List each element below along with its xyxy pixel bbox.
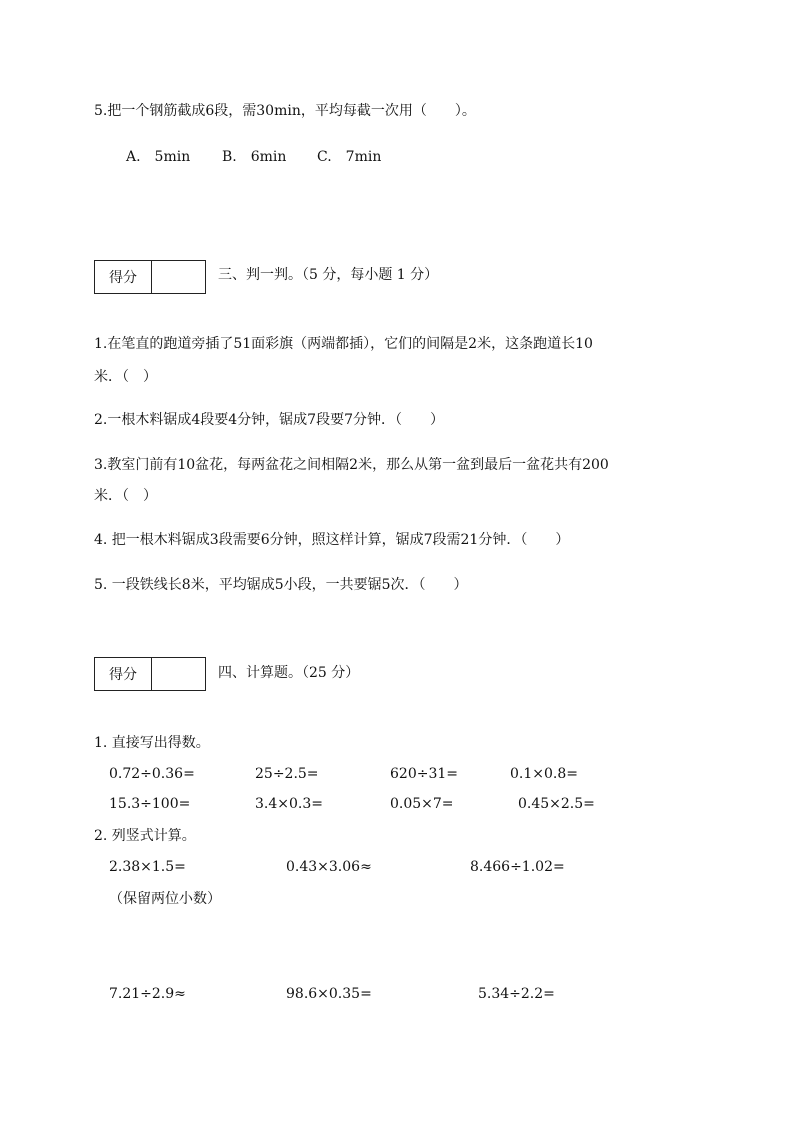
calc-item: 0.72÷0.36= [109,766,195,782]
judge-item-3-line-1: 3.教室门前有10盆花，每两盆花之间相隔2米，那么从第一盆到最后一盆花共有200 [94,457,609,473]
part-2-title: 2. 列竖式计算。 [94,828,196,844]
judge-item-4: 4. 把一根木料锯成3段需要6分钟，照这样计算，锯成7段需21分钟．（ ） [94,532,570,548]
score-label: 得分 [95,658,152,690]
column-calc-item: 0.43×3.06≈ [286,859,372,875]
part-1-title: 1. 直接写出得数。 [94,735,210,751]
judge-item-2: 2.一根木料锯成4段要4分钟，锯成7段要7分钟．（ ） [94,412,444,428]
score-blank[interactable] [152,261,205,293]
score-blank[interactable] [152,658,205,690]
calc-item: 15.3÷100= [109,796,191,812]
calc-item: 3.4×0.3= [255,796,323,812]
calc-item: 25÷2.5= [255,766,319,782]
column-calc-item: 5.34÷2.2= [478,986,555,1002]
question-5-option-b: B. 6min [222,149,287,165]
question-5-option-a: A. 5min [126,149,191,165]
score-box-section-4 [94,657,206,691]
rounding-note: （保留两位小数） [109,891,221,907]
section-3-title: 三、判一判。（5 分，每小题 1 分） [218,267,439,283]
question-5-option-c: C. 7min [317,149,382,165]
judge-item-1-line-2: 米．（ ） [94,369,157,385]
judge-item-1-line-1: 1.在笔直的跑道旁插了51面彩旗（两端都插），它们的间隔是2米，这条跑道长10 [94,336,593,352]
judge-item-3-line-2: 米．（ ） [94,488,157,504]
column-calc-item: 7.21÷2.9≈ [109,986,186,1002]
column-calc-item: 8.466÷1.02= [470,859,565,875]
score-box-section-3 [94,260,206,294]
column-calc-item: 98.6×0.35= [286,986,372,1002]
section-4-title: 四、计算题。（25 分） [218,665,360,681]
column-calc-item: 2.38×1.5= [109,859,186,875]
judge-item-5: 5. 一段铁线长8米，平均锯成5小段，一共要锯5次．（ ） [94,577,468,593]
calc-item: 0.45×2.5= [518,796,595,812]
calc-item: 0.1×0.8= [510,766,578,782]
calc-item: 620÷31= [390,766,458,782]
question-5-text: 5.把一个钢筋截成6段，需30min，平均每截一次用（ ）。 [94,103,476,119]
calc-item: 0.05×7= [390,796,454,812]
score-label: 得分 [95,261,152,293]
